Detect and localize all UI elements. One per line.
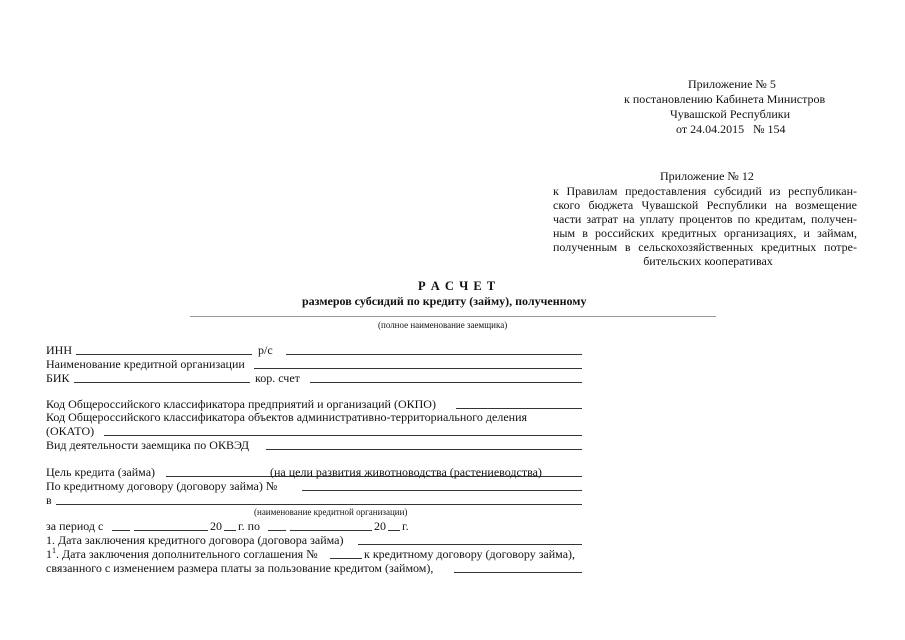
period-end-day-field[interactable]: [268, 530, 286, 531]
appendix12-line: части затрат на уплату процентов по кредитам, получен-: [553, 212, 857, 226]
okato-field[interactable]: [104, 435, 582, 436]
appendix12-line: ным в российских кредитных организациях, и займам,: [553, 226, 857, 240]
item1a-tail: к кредитному договору (договору займа),: [364, 547, 576, 561]
purpose-label: Цель кредита (займа): [46, 465, 156, 479]
bik-label: БИК: [46, 371, 70, 385]
bank-name-label: Наименование кредитной организации: [46, 357, 245, 371]
rs-field[interactable]: [286, 354, 582, 355]
in-label: в: [46, 493, 52, 507]
okved-label: Вид деятельности заемщика по ОКВЭД: [46, 438, 250, 452]
borrower-name-line[interactable]: [190, 316, 716, 317]
appendix12-text: [553, 184, 857, 268]
appendix12-title: Приложение № 12: [660, 169, 754, 183]
okved-field[interactable]: [266, 449, 582, 450]
okpo-label: Код Общероссийского классификатора предприятий и организаций (ОКПО): [46, 397, 436, 411]
item1a-label: [46, 547, 318, 561]
year2-suffix: г.: [402, 519, 409, 533]
appendix5-date: [676, 122, 786, 136]
bank-field[interactable]: [56, 504, 582, 505]
appendix5-line3: Чувашской Республики: [670, 107, 791, 121]
period-start-day-field[interactable]: [112, 530, 130, 531]
item1-label: 1. Дата заключения кредитного договора (договора займа): [46, 533, 344, 547]
appendix5-number: № 154: [753, 122, 786, 136]
item1a-field[interactable]: [454, 572, 582, 573]
okato-label-2: (ОКАТО): [46, 424, 95, 438]
year1-prefix: 20: [210, 519, 222, 533]
contract-number-field[interactable]: [302, 490, 582, 491]
okato-label-1: Код Общероссийского классификатора объектов административно-территориального деления: [46, 410, 528, 424]
appendix12-line: бительских кооперативах: [643, 254, 773, 268]
appendix12-line: полученным в сельскохозяйственных кредитных потре-: [553, 240, 857, 254]
contract-label: По кредитному договору (договору займа) №: [46, 479, 278, 493]
appendix12-line: к Правилам предоставления субсидий из республикан-: [553, 184, 857, 198]
appendix5-title: Приложение № 5: [688, 77, 776, 91]
inn-field[interactable]: [76, 354, 252, 355]
period-start-month-field[interactable]: [134, 530, 208, 531]
appendix5-date-value: от 24.04.2015: [676, 122, 745, 136]
okpo-field[interactable]: [456, 408, 582, 409]
period-start-year-field[interactable]: [224, 530, 236, 531]
inn-label: ИНН: [46, 343, 72, 357]
kor-field[interactable]: [310, 382, 582, 383]
period-end-year-field[interactable]: [388, 530, 400, 531]
purpose-hint: (на цели развития животноводства (растениеводства): [270, 465, 542, 479]
borrower-caption: (полное наименование заемщика): [378, 320, 508, 330]
document-subtitle: размеров субсидий по кредиту (займу), полученному: [302, 294, 587, 308]
period-end-month-field[interactable]: [290, 530, 372, 531]
item1a-superscript: 1: [52, 546, 56, 555]
rs-label: р/с: [258, 343, 273, 357]
bank-name-field[interactable]: [254, 368, 582, 369]
year2-prefix: 20: [374, 519, 386, 533]
year1-suffix: г. по: [238, 519, 260, 533]
item1-field[interactable]: [358, 544, 582, 545]
document-title: Р А С Ч Е Т: [418, 279, 497, 293]
period-label: за период с: [46, 519, 104, 533]
kor-label: кор. счет: [255, 371, 300, 385]
appendix12-line: ского бюджета Чувашской Республики на возмещение: [553, 198, 857, 212]
bank-caption: (наименование кредитной организации): [254, 507, 408, 517]
bik-field[interactable]: [74, 382, 250, 383]
item1a-agreement-number-field[interactable]: [330, 558, 362, 559]
appendix5-line2: к постановлению Кабинета Министров: [624, 92, 826, 106]
item1a-text: . Дата заключения дополнительного соглашения №: [56, 547, 318, 561]
item1a-line2: связанного с изменением размера платы за пользование кредитом (займом),: [46, 561, 434, 575]
item1a-number: 1: [46, 547, 52, 561]
